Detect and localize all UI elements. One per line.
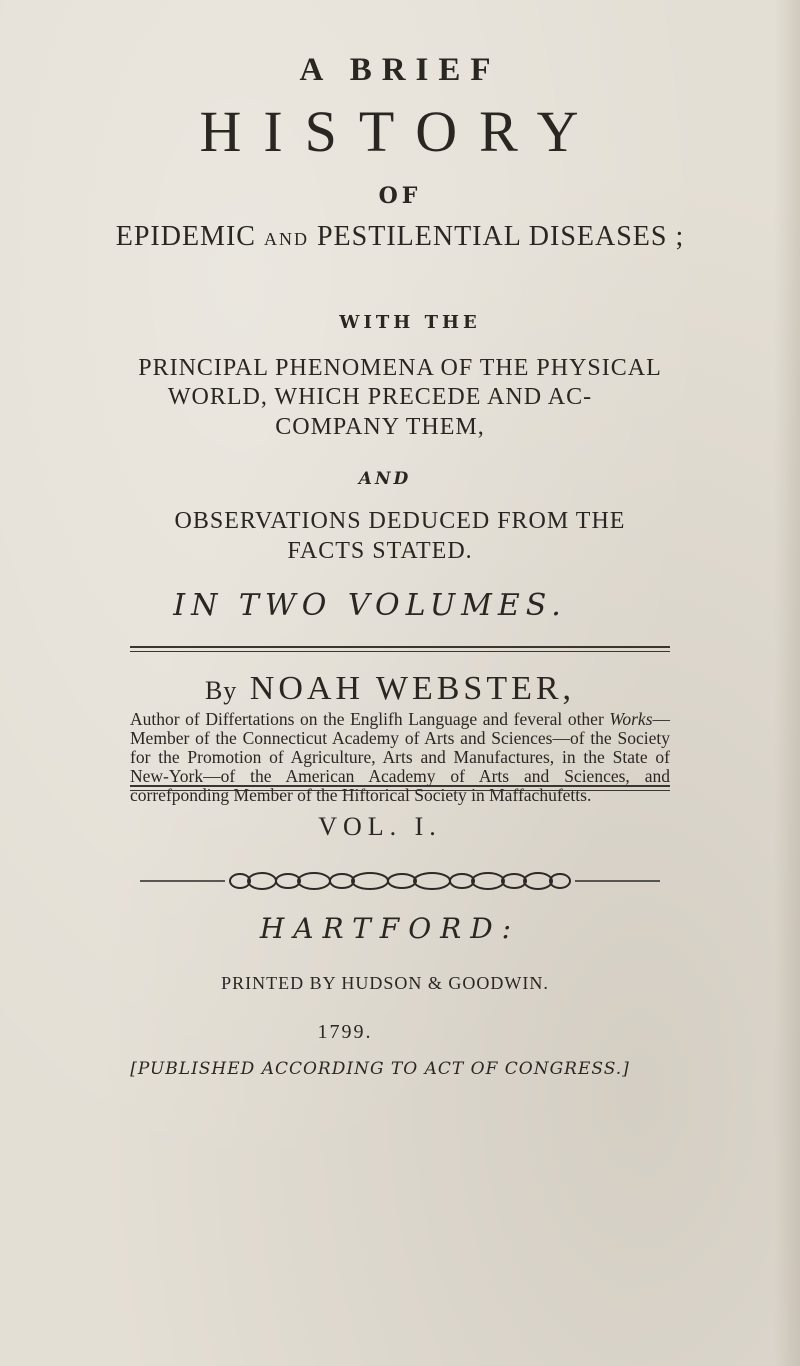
decorative-link-ornament [140,870,660,892]
title-line-with-the: WITH THE [339,312,481,333]
and-small: AND [263,229,309,249]
author-desc-works: Works [609,709,653,729]
title-line-of: OF [378,183,422,209]
by-word: By [204,676,238,705]
title-line-epidemic [0,221,800,253]
title-line-and: AND [358,469,412,489]
imprint-year: 1799. [317,1021,373,1043]
author-byline [0,670,800,708]
title-line-volumes: IN TWO VOLUMES. [173,588,567,623]
author-desc-part-a: Author of Differtations on the Englifh Language and feveral other [130,709,604,729]
pestilential-words: PESTILENTIAL DISEASES ; [316,221,685,252]
author-name: NOAH WEBSTER, [249,670,576,707]
title-line-principal: PRINCIPAL PHENOMENA OF THE PHYSICAL [138,355,662,381]
divider-rule-bottom [130,785,670,791]
volume-number: VOL. I. [318,812,442,841]
title-line-world: WORLD, WHICH PRECEDE AND AC- [167,384,593,410]
imprint-printer: PRINTED BY HUDSON & GOODWIN. [221,973,549,993]
author-desc-part-c: —Member of the Connecticut Academy of Arts and Sciences—of the Society for the Promotion of Agriculture, Arts and Manufactures, in the State of New-York—of the American Academy of Arts and Sciences, and correfponding Member of the Hiftorical Society in Maffachufetts. [130,709,670,805]
epidemic-word: EPIDEMIC [115,221,256,252]
divider-rule-top [130,646,670,652]
title-line-company: COMPANY THEM, [275,414,485,440]
title-line-facts: FACTS STATED. [287,538,473,564]
imprint-place: HARTFORD: [259,912,521,945]
title-line-observations: OBSERVATIONS DEDUCED FROM THE [174,508,626,534]
imprint-published-note: [PUBLISHED ACCORDING TO ACT OF CONGRESS.] [130,1059,630,1079]
title-line-history: HISTORY [199,99,601,164]
title-line-brief: A BRIEF [299,52,501,88]
